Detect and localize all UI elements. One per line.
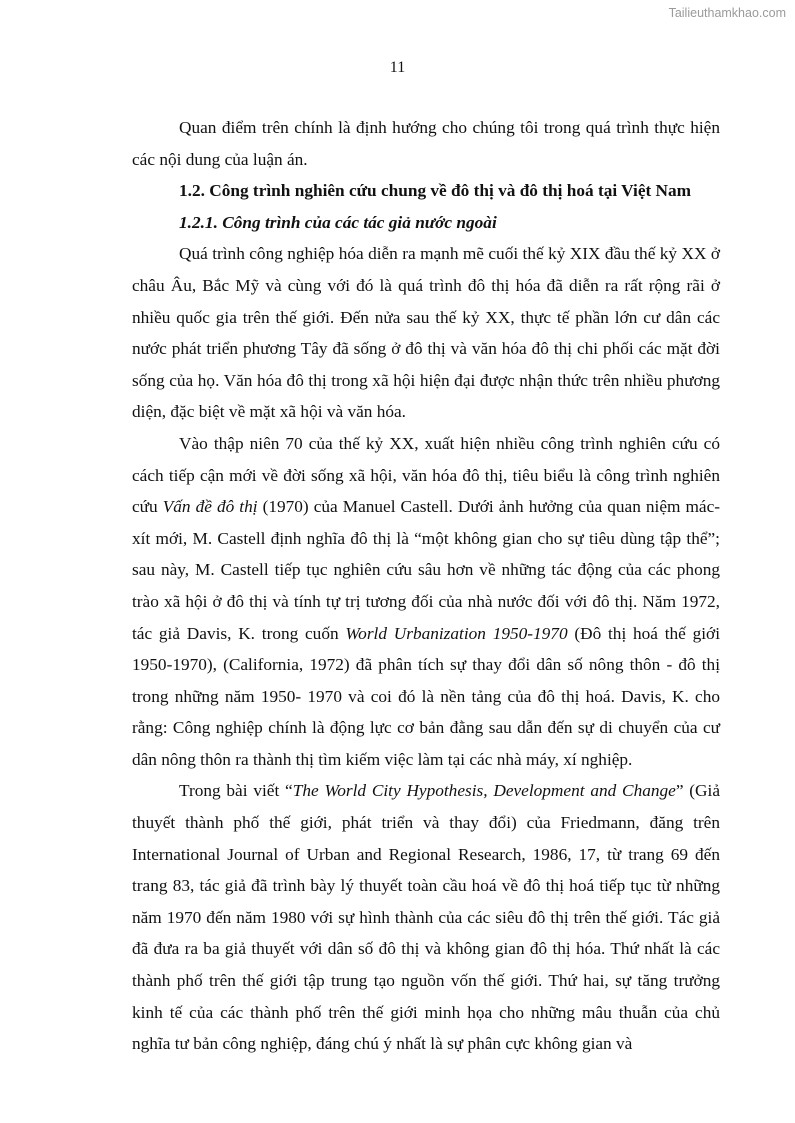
book-title-world-urbanization: World Urbanization 1950-1970 bbox=[345, 623, 568, 643]
page-number: 11 bbox=[389, 59, 406, 76]
page-body bbox=[132, 112, 720, 1060]
book-title-van-de-do-thi: Vấn đề đô thị bbox=[162, 497, 258, 517]
paragraph-castell-davis bbox=[132, 428, 720, 776]
article-title-world-city-hypothesis: The World City Hypothesis, Development and Change bbox=[292, 781, 676, 801]
text-run: ” (Giả thuyết thành phố thế giới, phát triển và thay đổi) của Friedmann, đăng trên International Journal of Urban and Regional Research, 1986, 17, từ trang 69 đến trang 83, tác giả đã trình bày lý thuyết toàn cầu hoá về đô thị hoá tiếp tục từ những năm 1970 đến năm 1980 với sự hình thành của các siêu đô thị trên thế giới. Tác giả đã đưa ra ba giả thuyết với dân số đô thị và không gian đô thị hóa. Thứ nhất là các thành phố trên thế giới tập trung tạo nguồn vốn thế giới. Thứ hai, sự tăng trưởng kinh tế của các thành phố trên thế giới minh họa cho những mâu thuẫn của chủ nghĩa tư bản công nghiệp, đáng chú ý nhất là sự phân cực không gian và bbox=[132, 781, 720, 1054]
text-run: (Đô thị hoá thế giới 1950-1970), (California, 1972) đã phân tích sự thay đổi dân số nông thôn - đô thị trong những năm 1950- 1970 và coi đó là nền tảng của đô thị hoá. Davis, K. cho rằng: Công nghiệp chính là động lực cơ bản đằng sau dẫn đến sự di chuyển của cư dân nông thôn ra thành thị tìm kiếm việc làm tại các nhà máy, xí nghiệp. bbox=[132, 623, 720, 769]
text-run: Trong bài viết “ bbox=[179, 781, 293, 801]
paragraph-friedmann bbox=[132, 775, 720, 1059]
subsection-heading-1-2-1: 1.2.1. Công trình của các tác giả nước ngoài bbox=[179, 212, 497, 232]
text-run: (1970) của Manuel Castell. Dưới ảnh hưởng của quan niệm mác-xít mới, M. Castell định nghĩa đô thị là “một không gian cho sự tiêu dùng tập thể”; sau này, M. Castell tiếp tục nghiên cứu sâu hơn về những tác động của các phong trào xã hội ở đô thị và tính tự trị tương đối của nhà nước đối với đô thị. Năm 1972, tác giả Davis, K. trong cuốn bbox=[132, 497, 721, 643]
paragraph-intro: Quan điểm trên chính là định hướng cho chúng tôi trong quá trình thực hiện các nội dung của luận án. bbox=[132, 118, 720, 169]
watermark: Tailieuthamkhao.com bbox=[668, 6, 786, 20]
paragraph-industrialization: Quá trình công nghiệp hóa diễn ra mạnh mẽ cuối thế kỷ XIX đầu thế kỷ XX ở châu Âu, Bắc Mỹ và cùng với đó là quá trình đô thị hóa đã diễn ra rất rộng rãi ở nhiều quốc gia trên thế giới. Đến nửa sau thế kỷ XX, thực tế phần lớn cư dân các nước phát triển phương Tây đã sống ở đô thị và văn hóa đô thị chi phối các mặt đời sống của họ. Văn hóa đô thị trong xã hội hiện đại được nhận thức trên nhiều phương diện, đặc biệt về mặt xã hội và văn hóa. bbox=[132, 244, 720, 422]
text-run: Vào thập niên 70 của thế kỷ XX, xuất hiện nhiều công trình nghiên cứu có cách tiếp cận mới về đời sống xã hội, văn hóa đô thị, tiêu biểu là công trình nghiên cứu bbox=[132, 433, 720, 517]
section-heading-1-2: 1.2. Công trình nghiên cứu chung về đô thị và đô thị hoá tại Việt Nam bbox=[179, 181, 692, 201]
